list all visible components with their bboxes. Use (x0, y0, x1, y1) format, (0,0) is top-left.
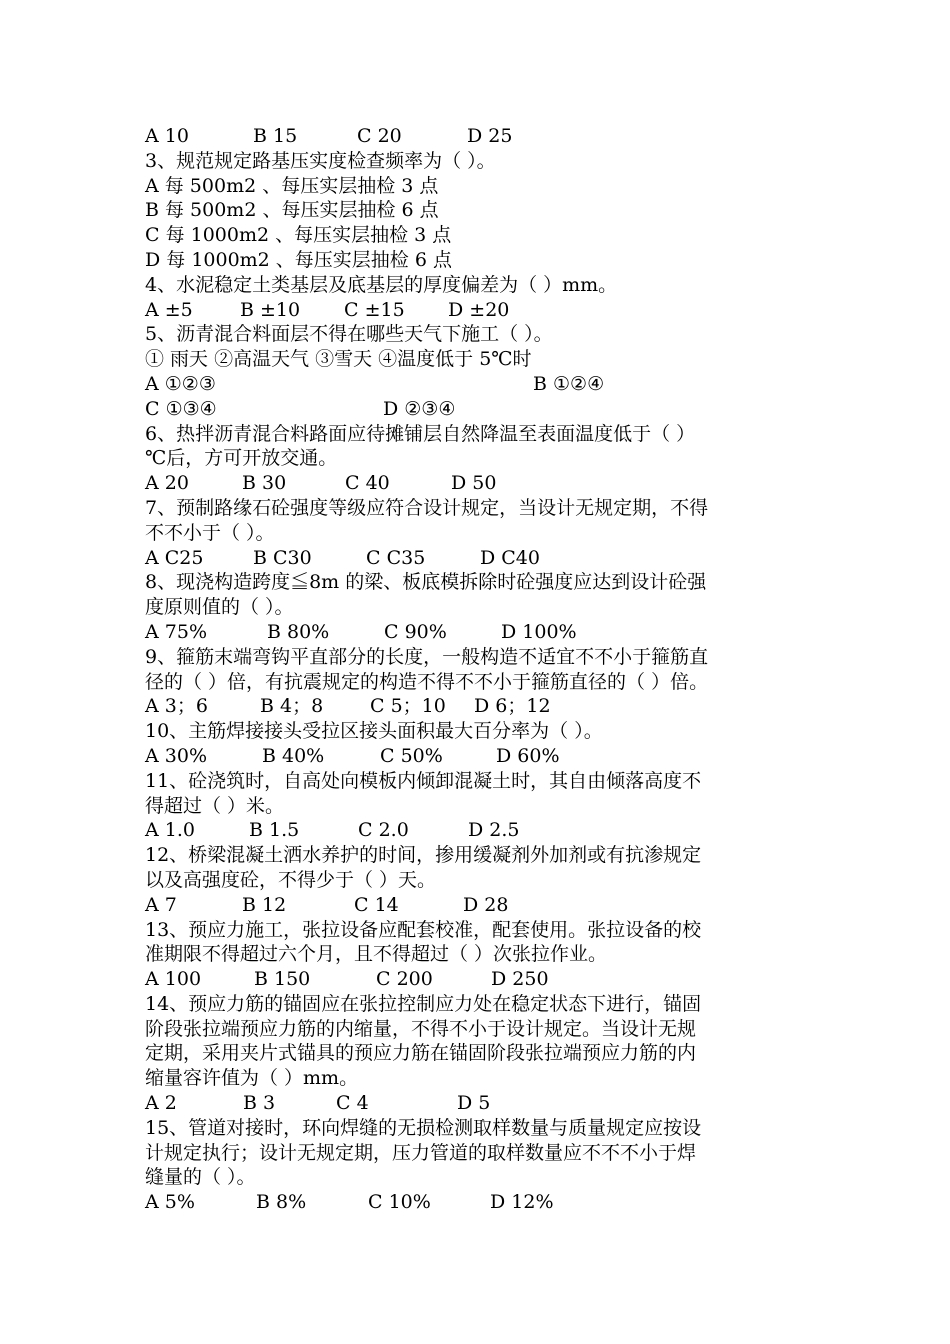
question-text: ① 雨天 ②高温天气 ③雪天 ④温度低于 5℃时 (145, 348, 532, 371)
answer-option: B 150 (254, 968, 311, 991)
question-text: 8、现浇构造跨度≦8m 的梁、板底模拆除时砼强度应达到设计砼强 (145, 571, 707, 594)
question-text-line (145, 1165, 815, 1190)
answer-option: C 14 (354, 893, 399, 916)
answer-option: B 3 (243, 1092, 276, 1115)
answer-option: D 250 (491, 968, 549, 991)
answer-option: A 1.0 (145, 819, 195, 842)
question-text-line (145, 595, 815, 620)
question-text: 11、砼浇筑时，自高处向模板内倾卸混凝土时，其自由倾落高度不 (145, 769, 702, 792)
answer-option: D ±20 (448, 298, 510, 321)
document-page (145, 124, 815, 1215)
answer-option: A 100 (145, 968, 202, 991)
answer-options-line (145, 967, 815, 992)
answer-options-line (145, 124, 815, 149)
answer-option: C 200 (376, 968, 433, 991)
answer-option: D 100% (501, 620, 577, 643)
question-text-line (145, 1017, 815, 1042)
answer-option: B 12 (242, 893, 287, 916)
question-text: 7、预制路缘石砼强度等级应符合设计规定，当设计无规定期，不得 (145, 496, 709, 519)
question-text-line (145, 174, 815, 199)
answer-options-line (145, 744, 815, 769)
question-text: 15、管道对接时，环向焊缝的无损检测取样数量与质量规定应按设 (145, 1116, 702, 1139)
answer-option: B 80% (267, 620, 330, 643)
question-text: D 每 1000m2 、每压实层抽检 6 点 (145, 248, 452, 271)
answer-options-line (145, 818, 815, 843)
answer-option: C 50% (380, 744, 443, 767)
question-text: 阶段张拉端预应力筋的内缩量，不得不小于设计规定。当设计无规 (145, 1017, 697, 1040)
answer-options-line (145, 546, 815, 571)
question-text-line (145, 446, 815, 471)
answer-option: A 30% (145, 744, 207, 767)
question-text-line (145, 843, 815, 868)
question-text: 12、桥梁混凝土洒水养护的时间，掺用缓凝剂外加剂或有抗渗规定 (145, 844, 702, 867)
question-text-line (145, 1041, 815, 1066)
question-text-line (145, 1141, 815, 1166)
question-text-line (145, 570, 815, 595)
question-text-line (145, 521, 815, 546)
answer-option: D 2.5 (468, 819, 520, 842)
question-text: 缩量容许值为（ ）mm。 (145, 1067, 359, 1090)
answer-options-line (145, 471, 815, 496)
answer-option: C C35 (366, 546, 426, 569)
question-text-line (145, 670, 815, 695)
question-text-line (145, 149, 815, 174)
answer-option: C 20 (357, 125, 402, 147)
question-text-line (145, 347, 815, 372)
answer-option: B 4；8 (260, 695, 324, 718)
answer-option: D 5 (457, 1092, 491, 1115)
answer-options-line (145, 893, 815, 918)
question-text: 不不小于（ ）。 (145, 521, 275, 544)
answer-option: C 90% (384, 620, 447, 643)
answer-option: C 40 (345, 472, 390, 495)
answer-option: A 10 (145, 125, 189, 147)
question-text-line (145, 918, 815, 943)
question-text: 准期限不得超过六个月，且不得超过（ ）次张拉作业。 (145, 943, 608, 966)
answer-options-line (145, 694, 815, 719)
answer-option: A 2 (145, 1092, 177, 1115)
question-text: 6、热拌沥青混合料路面应待摊铺层自然降温至表面温度低于（ ） (145, 422, 696, 445)
question-text-line (145, 496, 815, 521)
answer-option: B 8% (256, 1191, 307, 1214)
question-text: 3、规范规定路基压实度检查频率为（ ）。 (145, 149, 496, 172)
question-text-line (145, 422, 815, 447)
answer-option: A 7 (145, 893, 177, 916)
question-text: 14、预应力筋的锚固应在张拉控制应力处在稳定状态下进行，锚固 (145, 992, 702, 1015)
question-text: 4、水泥稳定土类基层及底基层的厚度偏差为（ ）mm。 (145, 273, 618, 296)
answer-option: B 15 (253, 125, 298, 147)
question-text-line (145, 1116, 815, 1141)
answer-option: B ①②④ (533, 372, 605, 395)
question-text-line (145, 1066, 815, 1091)
answer-options-line (145, 620, 815, 645)
question-text: 得超过（ ）米。 (145, 794, 285, 817)
answer-option: B 1.5 (249, 819, 300, 842)
question-text-line (145, 248, 815, 273)
answer-options-line (145, 1190, 815, 1215)
answer-options-line (145, 397, 815, 422)
question-text: 计规定执行；设计无规定期，压力管道的取样数量应不不不小于焊 (145, 1141, 697, 1164)
answer-option: D 60% (496, 744, 560, 767)
question-text-line (145, 223, 815, 248)
answer-option: C ±15 (344, 298, 405, 321)
answer-option: B 30 (242, 472, 287, 495)
answer-option: B C30 (253, 546, 312, 569)
answer-option: C ①③④ (145, 397, 217, 420)
answer-option: C 4 (336, 1092, 369, 1115)
answer-option: D 6；12 (474, 695, 551, 718)
answer-option: A 5% (145, 1191, 195, 1214)
answer-option: D 28 (463, 893, 509, 916)
answer-options-line (145, 372, 815, 397)
question-text-line (145, 942, 815, 967)
question-text: A 每 500m2 、每压实层抽检 3 点 (145, 174, 439, 197)
answer-option: A ①②③ (145, 372, 216, 395)
answer-options-line (145, 1091, 815, 1116)
question-text: 9、箍筋末端弯钩平直部分的长度，一般构造不适宜不不小于箍筋直 (145, 645, 709, 668)
question-text-line (145, 198, 815, 223)
question-text: B 每 500m2 、每压实层抽检 6 点 (145, 199, 439, 222)
question-text: 10、主筋焊接接头受拉区接头面积最大百分率为（ ）。 (145, 720, 603, 743)
question-text-line (145, 769, 815, 794)
answer-option: A C25 (145, 546, 204, 569)
answer-option: D ②③④ (383, 397, 456, 420)
answer-option: D 12% (490, 1191, 554, 1214)
question-text: 度原则值的（ ）。 (145, 596, 294, 619)
question-text: 5、沥青混合料面层不得在哪些天气下施工（ ）。 (145, 323, 553, 346)
question-text-line (145, 868, 815, 893)
question-text-line (145, 273, 815, 298)
answer-option: A 20 (145, 472, 189, 495)
question-text: 13、预应力施工，张拉设备应配套校准，配套使用。张拉设备的校 (145, 918, 702, 941)
question-text: C 每 1000m2 、每压实层抽检 3 点 (145, 224, 452, 247)
answer-option: B ±10 (240, 298, 301, 321)
question-text-line (145, 322, 815, 347)
answer-option: C 2.0 (358, 819, 409, 842)
question-text: ℃后，方可开放交通。 (145, 447, 338, 470)
answer-option: C 10% (368, 1191, 431, 1214)
answer-option: A 3；6 (145, 695, 208, 718)
question-text-line (145, 992, 815, 1017)
answer-options-line (145, 298, 815, 323)
answer-option: D C40 (480, 546, 540, 569)
answer-option: D 25 (467, 125, 513, 147)
question-text-line (145, 719, 815, 744)
question-text: 以及高强度砼，不得少于（ ）天。 (145, 868, 437, 891)
question-text: 缝量的（ ）。 (145, 1166, 256, 1189)
answer-option: A ±5 (145, 298, 193, 321)
answer-option: C 5；10 (370, 695, 446, 718)
question-text-line (145, 794, 815, 819)
answer-option: B 40% (262, 744, 325, 767)
answer-option: A 75% (145, 620, 207, 643)
question-text: 径的（ ）倍，有抗震规定的构造不得不不小于箍筋直径的（ ）倍。 (145, 670, 709, 693)
answer-option: D 50 (451, 472, 497, 495)
question-text: 定期，采用夹片式锚具的预应力筋在锚固阶段张拉端预应力筋的内 (145, 1042, 697, 1065)
question-text-line (145, 645, 815, 670)
